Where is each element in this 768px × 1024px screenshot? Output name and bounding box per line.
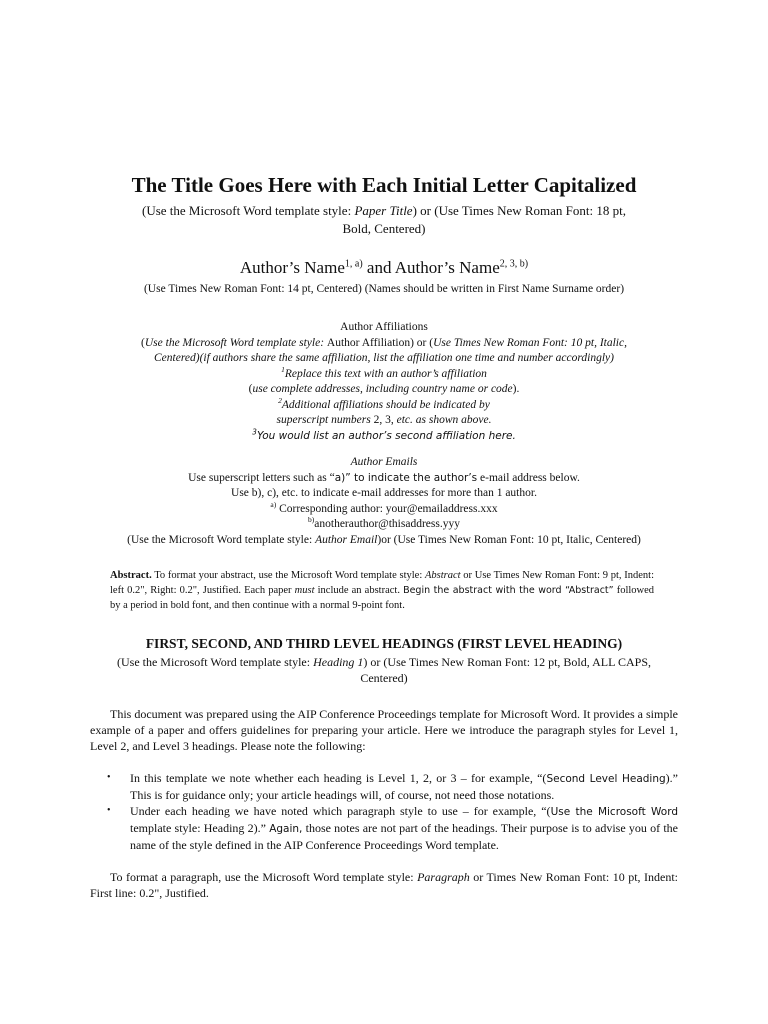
bullet-2-pre: Under each heading we have noted which paragraph style to use – for example, “( <box>130 804 551 818</box>
abstract-label: Abstract. <box>110 570 152 581</box>
abstract-text-2-it: must <box>294 585 315 596</box>
affil-style-plain: Author Affiliation <box>326 336 411 349</box>
emails-style-pre: (Use the Microsoft Word template style: <box>127 533 316 546</box>
affiliation-superscript-note <box>90 413 678 429</box>
bullet-2-sans-2: Again, <box>269 823 303 835</box>
bullet-2-mid: template style: Heading 2).” <box>130 821 270 835</box>
title-style-note <box>130 202 638 238</box>
bullet-1-post: ).” This is for guidance only; your article headings will, of course, not need those notations. <box>130 771 678 802</box>
para-2-pre: To format a paragraph, use the Microsoft Word template style: <box>110 870 418 884</box>
bullet-icon: • <box>107 772 111 783</box>
body-paragraph-1: This document was prepared using the AIP Conference Proceedings template for Microsoft Word. It provides a simple example of a paper and offers guidelines for preparing your article. Here we introduce the paragraph styles for Level 1, Level 2, and Level 3 headings. Please note the following: <box>90 707 678 753</box>
affil-style-it2: Use Times New Roman Font: 10 pt, Italic, <box>433 336 627 349</box>
email-b-text: anotherauthor@thisaddress.yyy <box>314 518 460 530</box>
bullet-2-sans: Use the Microsoft Word <box>550 806 678 818</box>
email-a-sup: a) <box>270 499 277 509</box>
author-2-sup: 2, 3, b) <box>499 258 529 270</box>
emails-line-1-post: e-mail address below. <box>477 471 580 484</box>
author-names <box>90 258 678 278</box>
bullet-1-sans: Second Level Heading <box>546 773 666 785</box>
email-b-sup: b) <box>308 515 315 525</box>
affiliation-3-sup: 3 <box>252 427 257 436</box>
emails-line-1-pre: Use superscript letters such as “ <box>188 471 335 484</box>
abstract-text-4: followed by a period in bold font, and then continue with a normal 9-point font. <box>110 585 655 611</box>
author-2-name: Author’s Name <box>394 258 500 277</box>
bullet-item-1 <box>90 770 678 803</box>
corresponding-author-email <box>90 499 678 518</box>
author-emails <box>90 455 678 548</box>
author-1-sup: 1, a) <box>344 258 363 270</box>
author-affiliations <box>90 320 678 444</box>
superscript-note-post: etc. as shown above. <box>393 414 492 426</box>
abstract <box>110 568 654 613</box>
affiliations-heading: Author Affiliations <box>340 321 428 333</box>
heading-note-post: ) or (Use Times New Roman Font: 12 pt, Bold, ALL CAPS, Centered) <box>360 655 651 685</box>
superscript-note-numbers: 2, 3, <box>373 414 394 426</box>
abstract-text-1-it: Abstract <box>424 570 461 581</box>
address-note-post: ). <box>512 383 520 395</box>
affiliations-style-line-2: Centered)(if authors share the same affiliation, list the affiliation one time and number accordingly) <box>154 352 614 364</box>
body-paragraph-2 <box>90 869 678 901</box>
authors-style-note: (Use Times New Roman Font: 14 pt, Centered) (Names should be written in First Name Surname order) <box>143 283 625 295</box>
emails-style-note <box>90 533 678 549</box>
affiliation-1-sup: 1 <box>281 364 285 374</box>
emails-style-it: Author Email <box>315 533 378 546</box>
para-2-post: or Times New Roman Font: 10 pt, Indent: First line: 0.2", Justified. <box>90 870 679 900</box>
affiliations-style-line <box>90 336 678 352</box>
affil-style-mid: ) or ( <box>410 336 434 349</box>
second-author-email <box>90 517 678 533</box>
title-note-style: Paper Title <box>354 203 413 218</box>
abstract-text-1: To format your abstract, use the Microsoft Word template style: <box>151 570 425 581</box>
para-2-it: Paragraph <box>417 870 470 884</box>
affiliation-3-text: You would list an author’s second affiliation here. <box>256 429 516 442</box>
affiliation-2 <box>90 395 678 414</box>
heading-style-note <box>110 654 658 686</box>
affiliation-1-text: Replace this text with an author’s affiliation <box>284 367 487 380</box>
bullet-list <box>90 770 678 853</box>
affiliation-address-note <box>90 382 678 398</box>
emails-line-1-sans: a)” to indicate the author’s <box>334 471 478 484</box>
affiliation-1 <box>90 364 678 383</box>
emails-line-2: Use b), c), etc. to indicate e-mail addresses for more than 1 author. <box>231 487 537 499</box>
paper-title: The Title Goes Here with Each Initial Letter Capitalized <box>131 173 637 197</box>
address-note-pre: ( <box>248 383 253 395</box>
author-1-name: Author’s Name <box>239 258 345 277</box>
affiliation-2-sup: 2 <box>278 395 282 405</box>
affil-style-pre: ( <box>141 336 145 349</box>
authors-and: and <box>362 258 395 277</box>
title-note-post: ) or (Use Times New Roman Font: 18 pt, Bold, Centered) <box>342 203 626 236</box>
email-a-text: Corresponding author: your@emailaddress.xxx <box>276 502 498 515</box>
affil-style-it1: Use the Microsoft Word template style: <box>144 336 327 349</box>
heading-note-it: Heading 1 <box>313 655 364 669</box>
abstract-text-3: include an abstract. <box>314 585 404 596</box>
first-level-heading: FIRST, SECOND, AND THIRD LEVEL HEADINGS (FIRST LEVEL HEADING) <box>145 636 623 651</box>
emails-heading: Author Emails <box>350 456 418 468</box>
superscript-note-pre: superscript numbers <box>276 414 374 426</box>
affiliation-3 <box>90 429 678 445</box>
bullet-item-2 <box>90 803 678 853</box>
emails-line-1 <box>90 471 678 487</box>
bullet-1-pre: In this template we note whether each heading is Level 1, 2, or 3 – for example, “( <box>130 771 547 785</box>
emails-style-post: )or (Use Times New Roman Font: 10 pt, Italic, Centered) <box>377 533 641 546</box>
bullet-2-post: those notes are not part of the headings. Their purpose is to advise you of the name of the style defined in the AIP Conference Proceedings Word template. <box>130 821 678 852</box>
address-note-text: use complete addresses, including country name or code <box>252 383 513 395</box>
bullet-icon: • <box>107 805 111 816</box>
heading-note-pre: (Use the Microsoft Word template style: <box>116 655 314 669</box>
abstract-text-2: or Use Times New Roman Font: 9 pt, Indent: left 0.2", Right: 0.2", Justified. Each paper <box>110 570 654 596</box>
title-note-pre: (Use the Microsoft Word template style: <box>141 203 355 218</box>
affiliation-2-text: Additional affiliations should be indicated by <box>281 398 490 411</box>
abstract-text-3-sans: Begin the abstract with the word “Abstract” <box>403 585 614 596</box>
